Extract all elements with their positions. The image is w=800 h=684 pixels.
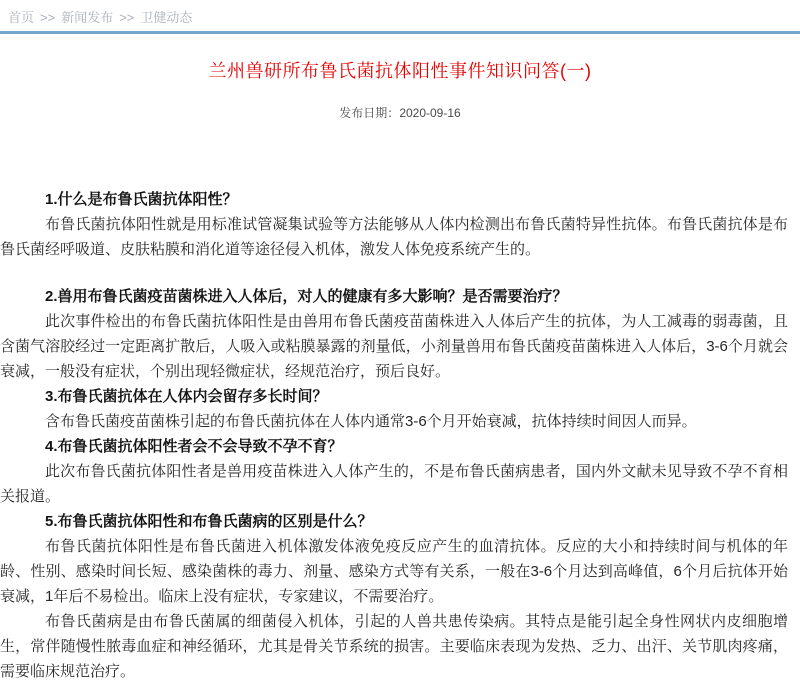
article-body bbox=[0, 187, 800, 684]
breadcrumb-link-0[interactable]: 首页 bbox=[8, 10, 35, 25]
question-heading: 4.布鲁氏菌抗体阳性者会不会导致不孕不育？ bbox=[45, 438, 343, 455]
breadcrumb-separator: >> bbox=[119, 10, 135, 25]
answer-paragraph: 布鲁氏菌抗体阳性是布鲁氏菌进入机体激发体液免疫反应产生的血清抗体。反应的大小和持续时间与机体的年龄、性别、感染时间长短、感染菌株的毒力、剂量、感染方式等有关系，一般在3-6个月达到高峰值，6个月后抗体开始衰减，1年后不易检出。临床上没有症状，专家建议，不需要治疗。 bbox=[0, 538, 788, 605]
answer-paragraph: 布鲁氏菌抗体阳性就是用标准试管凝集试验等方法能够从人体内检测出布鲁氏菌特异性抗体。布鲁氏菌抗体是布鲁氏菌经呼吸道、皮肤粘膜和消化道等途径侵入机体，激发人体免疫系统产生的。 bbox=[0, 216, 788, 258]
answer-paragraph: 布鲁氏菌病是由布鲁氏菌属的细菌侵入机体，引起的人兽共患传染病。其特点是能引起全身性网状内皮细胞增生，常伴随慢性脓毒血症和神经循环，尤其是骨关节系统的损害。主要临床表现为发热、乏力、出汗、关节肌肉疼痛，需要临床规范治疗。 bbox=[0, 613, 788, 680]
answer-paragraph: 含布鲁氏菌疫苗菌株引起的布鲁氏菌抗体在人体内通常3-6个月开始衰减，抗体持续时间因人而异。 bbox=[45, 413, 697, 430]
breadcrumb-link-2[interactable]: 卫健动态 bbox=[140, 10, 193, 25]
breadcrumb bbox=[0, 0, 800, 31]
answer-paragraph: 此次事件检出的布鲁氏菌抗体阳性是由兽用布鲁氏菌疫苗菌株进入人体后产生的抗体，为人工减毒的弱毒菌，且含菌气溶胶经过一定距离扩散后，人吸入或粘膜暴露的剂量低，小剂量兽用布鲁氏菌疫苗菌株进入人体后，3-6个月就会衰减，一般没有症状，个别出现轻微症状，经规范治疗，预后良好。 bbox=[0, 313, 788, 380]
publish-date-line bbox=[0, 104, 800, 121]
answer-paragraph: 此次布鲁氏菌抗体阳性者是兽用疫苗株进入人体产生的，不是布鲁氏菌病患者，国内外文献未见导致不孕不育相关报道。 bbox=[0, 463, 788, 505]
publish-date-label: 发布日期： bbox=[339, 106, 400, 120]
breadcrumb-link-1[interactable]: 新闻发布 bbox=[61, 10, 114, 25]
question-heading: 2.兽用布鲁氏菌疫苗菌株进入人体后，对人的健康有多大影响？是否需要治疗？ bbox=[45, 288, 568, 305]
publish-date-value: 2020-09-16 bbox=[399, 106, 461, 120]
question-heading: 1.什么是布鲁氏菌抗体阳性？ bbox=[45, 191, 238, 208]
header-divider-line bbox=[0, 31, 800, 34]
question-heading: 5.布鲁氏菌抗体阳性和布鲁氏菌病的区别是什么？ bbox=[45, 513, 373, 530]
question-heading: 3.布鲁氏菌抗体在人体内会留存多长时间？ bbox=[45, 388, 328, 405]
breadcrumb-separator: >> bbox=[40, 10, 56, 25]
page-title: 兰州兽研所布鲁氏菌抗体阳性事件知识问答(一) bbox=[208, 61, 592, 81]
